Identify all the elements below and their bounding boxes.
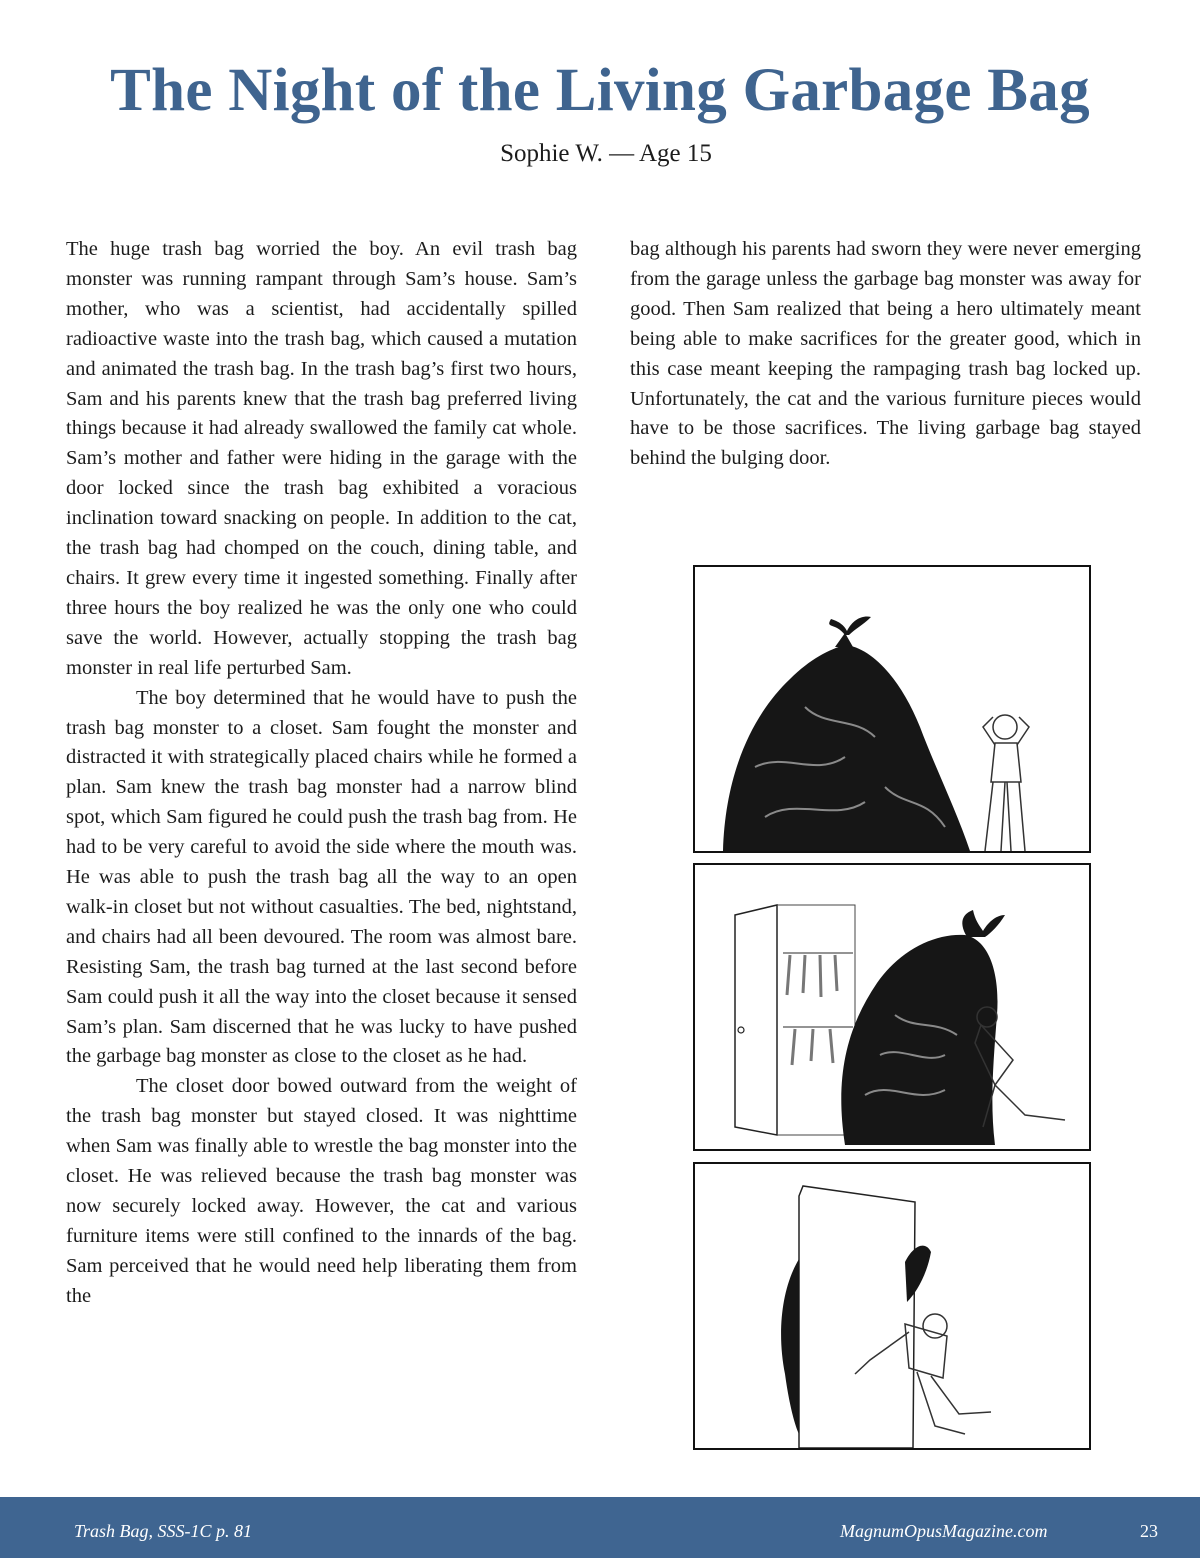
illustration-panel-bag-and-boy [693,565,1091,853]
paragraph-4: bag although his parents had sworn they were never emerging from the garage unless the garbage bag monster was away for good. Then Sam realized that being a hero ultimately meant being able to make sacrifices for the greater good, which in this case meant keeping the rampaging trash bag locked up. Unfortunately, the cat and the various furniture pieces would have to be those sacrifices. The living garbage bag stayed behind the bulging door. [630,238,1141,470]
paragraph-2: The boy determined that he would have to push the trash bag monster to a closet. Sam fought the monster and distracted it with strategically placed chairs while he formed a plan. Sam knew the trash bag monster had a narrow blind spot, which Sam figured he could push the trash bag from. He had to be very careful to avoid the side where the mouth was. He was able to push the trash bag all the way to an open walk-in closet but not without casualties. The bed, nightstand, and chairs had all been devoured. The room was almost bare. Resisting Sam, the trash bag turned at the last second before Sam could push it all the way into the closet because it sensed Sam’s plan. Sam discerned that he was lucky to have pushed the garbage bag monster as close to the closet as he had. [66,686,577,1068]
illustration-panel-bulging-door [693,1162,1091,1450]
bulging-door-drawing [695,1164,1089,1448]
footer-source-reference: Trash Bag, SSS-1C p. 81 [74,1521,253,1541]
author-byline: Sophie W. — Age 15 [500,140,712,167]
paragraph-3: The closet door bowed outward from the weight of the trash bag monster but stayed closed. It was nighttime when Sam was finally able to wrestle the bag monster into the closet. He was relieved because the trash bag monster was now securely locked away. However, the cat and various furniture items were still confined to the innards of the bag. Sam perceived that he would need help liberating them from the [66,1075,577,1307]
page-footer [0,1497,1200,1558]
page-number: 23 [1140,1521,1158,1541]
left-text-column [66,235,577,1312]
push-to-closet-drawing [695,865,1089,1149]
bag-and-boy-drawing [695,567,1089,851]
footer-website: MagnumOpusMagazine.com [840,1521,1048,1541]
right-text-column [630,235,1141,474]
illustration-panel-push-to-closet [693,863,1091,1151]
article-title: The Night of the Living Garbage Bag [110,57,1090,124]
paragraph-1: The huge trash bag worried the boy. An evil trash bag monster was running rampant through Sam’s house. Sam’s mother, who was a scientist, had accidentally spilled radioactive waste into the trash bag, which caused a mutation and animated the trash bag. In the trash bag’s first two hours, Sam and his parents knew that the trash bag preferred living things because it had already swallowed the family cat whole. Sam’s mother and father were hiding in the garage with the door locked since the trash bag exhibited a voracious inclination toward snacking on people. In addition to the cat, the trash bag had chomped on the couch, dining table, and chairs. It grew every time it ingested something. Finally after three hours the boy realized he was the only one who could save the world. However, actually stopping the trash bag monster in real life perturbed Sam. [66,238,577,679]
